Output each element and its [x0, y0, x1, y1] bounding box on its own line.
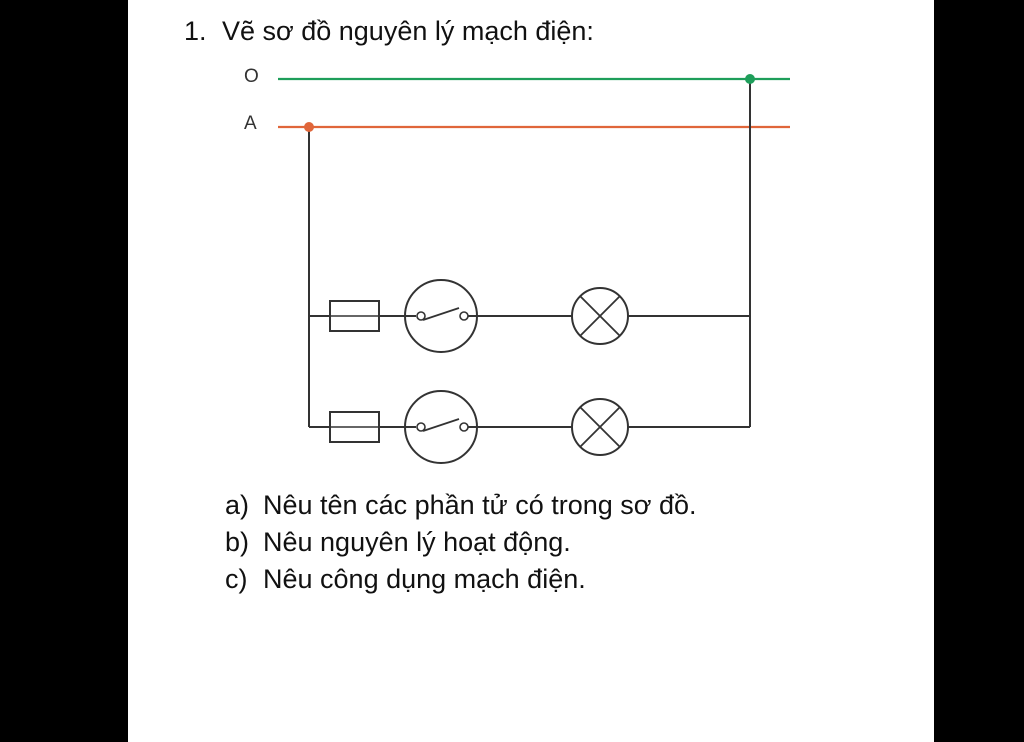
phase-line-label: A	[244, 113, 257, 134]
switch-icon	[405, 391, 477, 463]
subquestion-marker: b)	[225, 527, 250, 557]
branch-2	[309, 391, 750, 463]
subquestion-list	[225, 487, 697, 598]
question-number: 1.	[184, 16, 207, 46]
neutral-line-label: O	[244, 66, 259, 87]
fuse-icon	[330, 301, 379, 331]
subquestion-text: Nêu nguyên lý hoạt động.	[263, 527, 571, 557]
subquestion-text: Nêu tên các phần tử có trong sơ đồ.	[263, 490, 697, 520]
question-text: Vẽ sơ đồ nguyên lý mạch điện:	[222, 16, 594, 46]
subquestion-marker: a)	[225, 490, 250, 520]
lamp-icon	[572, 288, 628, 344]
subquestion-b	[225, 524, 697, 561]
neutral-junction-dot	[745, 74, 755, 84]
document-page	[128, 0, 934, 742]
fuse-icon	[330, 412, 379, 442]
branch-1	[309, 280, 750, 352]
lamp-icon	[572, 399, 628, 455]
subquestion-a	[225, 487, 697, 524]
subquestion-marker: c)	[225, 564, 248, 594]
phase-junction-dot	[304, 122, 314, 132]
circuit-diagram	[128, 0, 934, 742]
subquestion-c	[225, 561, 697, 598]
subquestion-text: Nêu công dụng mạch điện.	[263, 564, 586, 594]
switch-icon	[405, 280, 477, 352]
